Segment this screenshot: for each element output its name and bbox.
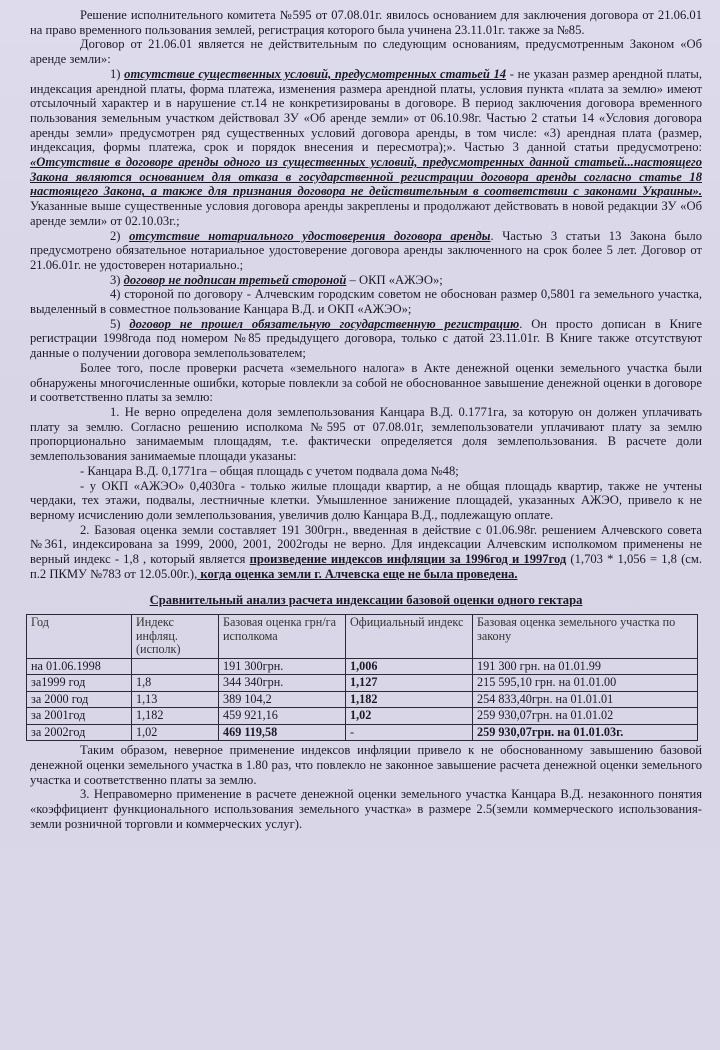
point-2-formula: (1,703 * 1,056 = 1,8 (см. п.2 ПКМУ №783 от 12.05.00г.), [30, 552, 702, 581]
cell-official: 1,127 [346, 675, 473, 692]
table-row [27, 658, 698, 675]
header-official-index: Официальный индекс [346, 615, 473, 659]
item-1-text-end: Указанные выше существенные условия договора аренды закреплены и продолжают действовать в новой редакции ЗУ «Об аренде земли» от 02.10.03г.; [30, 199, 702, 228]
item-3 [30, 273, 702, 288]
cell-index: 1,02 [132, 724, 219, 741]
point-3: 3. Неправомерно применение в расчете денежной оценки земельного участка Канцара В.Д. незаконного понятия «коэффициент функционального использования земельного участка» в размере 2.5(земли коммерческого использования-земли розничной торговли и коммерческих услуг). [30, 787, 702, 831]
header-legal-valuation: Базовая оценка земельного участка по закону [473, 615, 698, 659]
point-2-text: 2. Базовая оценка земли составляет 191 300грн., введенная в действие с 01.06.98г. решением Алчевского совета №361, индексирована за 1999, 2000, 2001, 2002годы не верно. Для индексации Алчевским исполкомом применены не верный индекс - 1,8 , который является [30, 522, 702, 567]
point-2 [30, 523, 702, 582]
cell-legal: 259 930,07грн. на 01.01.03г. [473, 724, 698, 741]
paragraph-contract: Договор от 21.06.01 является не действительным по следующим основаниям, предусмотренным Законом «Об аренде земли»: [30, 37, 702, 67]
table-header-row [27, 615, 698, 659]
cell-official: 1,006 [346, 658, 473, 675]
table-row [27, 708, 698, 725]
header-base-valuation: Базовая оценка грн/га исполкома [219, 615, 346, 659]
item-1 [30, 67, 702, 229]
header-inflation-index: Индекс инфляц. (исполк) [132, 615, 219, 659]
cell-official: 1,182 [346, 691, 473, 708]
cell-base: 459 921,16 [219, 708, 346, 725]
point-1: 1. Не верно определена доля землепользования Канцара В.Д. 0.1771га, за которую он должен уплачивать плату за землю. Согласно решению исполкома №595 от 07.08.01г, землепользователи уплачивают плату за землю пропорционально занимаемым площадям, т.е. фактически определяется доля землепользования. В расчете доли землепользования занимаемые площади указаны: [30, 404, 702, 464]
comparison-table [26, 614, 698, 741]
cell-index [132, 658, 219, 675]
item-3-number: 3) [110, 272, 121, 287]
table-row [27, 724, 698, 741]
item-5-number: 5) [110, 316, 121, 331]
item-1-number: 1) [110, 66, 121, 81]
cell-base: 469 119,58 [219, 724, 346, 741]
item-1-heading: отсутствие существенных условий, предусмотренных статьей 14 [124, 66, 507, 81]
paragraph-more: Более того, после проверки расчета «земельного налога» в Акте денежной оценки земельного участка были обнаружены многочисленные ошибки, которые повлекли за собой не обоснованное завышение денежной оценки в договоре и соответственно платы за землю: [30, 360, 702, 405]
cell-index: 1,182 [132, 708, 219, 725]
item-3-text: – ОКП «АЖЭО»; [346, 272, 443, 287]
point-1-dash-1: - Канцара В.Д. 0,1771га – общая площадь с учетом подвала дома №48; [80, 463, 459, 478]
cell-legal: 215 595,10 грн. на 01.01.00 [473, 675, 698, 692]
cell-base: 344 340грн. [219, 675, 346, 692]
paragraph-conclusion: Таким образом, неверное применение индексов инфляции привело к не обоснованному завышению базовой денежной оценки земельного участка в 1.80 раз, что повлекло не законное завышение расчета денежной оценки земельного участка и соответственно платы за землю. [30, 743, 702, 787]
cell-legal: 191 300 грн. на 01.01.99 [473, 658, 698, 675]
item-2-number: 2) [110, 228, 121, 243]
cell-year: за 2002год [27, 724, 132, 741]
header-year: Год [27, 615, 132, 659]
cell-legal: 254 833,40грн. на 01.01.01 [473, 691, 698, 708]
item-1-text: - не указан размер арендной платы, индексация арендной платы, форма платежа, изменения размера арендной платы, условия пункта «плата за землю» имеют отсылочный характер и в нарушение ст.14 не конкретизированы в договоре. В период заключения договора временного пользования земельным участком действовал ЗУ «Об аренде земли» от 06.10.98г. Частью 2 статьи 14 «Условия договора аренды земли» предусмотрен ряд существенных условий договора аренды, в том числе: «3) арендная плата (размер, индексация, формы платежа, срок и порядок внесения и пересмотра);». Частью 3 данной статьи предусмотрено: [30, 66, 702, 155]
cell-year: на 01.06.1998 [27, 658, 132, 675]
cell-year: за 2001год [27, 708, 132, 725]
table-row [27, 691, 698, 708]
cell-official: 1,02 [346, 708, 473, 725]
item-5-heading: договор не прошел обязательную государственную регистрацию [129, 316, 520, 331]
point-2-note: когда оценка земли г. Алчевска еще не была проведена. [197, 566, 518, 581]
cell-official: - [346, 724, 473, 741]
cell-index: 1,13 [132, 691, 219, 708]
item-2-text: . Частью 3 статьи 13 Закона было предусмотрено обязательное нотариальное удостоверение договора аренды заключенного на срок более 5 лет. Договор от 21.06.01г. не удостоверен нотариально.; [30, 228, 703, 272]
cell-base: 191 300грн. [219, 658, 346, 675]
cell-year: за1999 год [27, 675, 132, 692]
table-row [27, 675, 698, 692]
item-5-text: . Он просто дописан в Книге регистрации 1998года под номером №85 предыдущего договора, только с датой 23.11.01г. В Книге также отсутствуют данные о получении договора землепользователем; [30, 316, 702, 361]
point-1-dash-2: - у ОКП «АЖЭО» 0,4030га - только жилые площади квартир, а не общая площадь квартир, также не учтены чердаки, тех этажи, подвалы, лестничные клетки. Умышленное занижение площадей, указанных АЖЭО, привело к не верному исчислению доли землепользования, увеличив долю Канцара В.Д., подлежащую оплате. [30, 478, 702, 522]
paragraph-intro: Решение исполнительного комитета №595 от 07.08.01г. явилось основанием для заключения договора от 21.06.01 на право временного пользования землей, регистрация которого была учинена 23.11.01г. также за №85. [30, 8, 702, 37]
cell-base: 389 104,2 [219, 691, 346, 708]
item-4: 4) стороной по договору - Алчевским городским советом не обоснован размер 0,5801 га земельного участка, выделенный в совместное пользование Канцара В.Д. и ОКП «АЖЭО»; [30, 287, 702, 317]
item-1-quote: «Отсутствие в договоре аренды одного из существенных условий, предусмотренных данной статьей...настоящего Закона являются основанием для отказа в государственной регистрации договора аренды согласно статье 18 настоящего Закона, а также для признания договора не действительным в соответствии с законами Украины». [30, 155, 702, 199]
item-2 [30, 229, 702, 273]
item-5 [30, 317, 702, 361]
point-2-highlight: произведение индексов инфляции за 1996год и 1997год [249, 552, 567, 567]
table-title: Сравнительный анализ расчета индексации базовой оценки одного гектара [149, 593, 583, 608]
cell-legal: 259 930,07грн. на 01.01.02 [473, 708, 698, 725]
item-2-heading: отсутствие нотариального удостоверения договора аренды [129, 228, 491, 243]
item-3-heading: договор не подписан третьей стороной [123, 272, 347, 287]
cell-index: 1,8 [132, 675, 219, 692]
cell-year: за 2000 год [27, 691, 132, 708]
